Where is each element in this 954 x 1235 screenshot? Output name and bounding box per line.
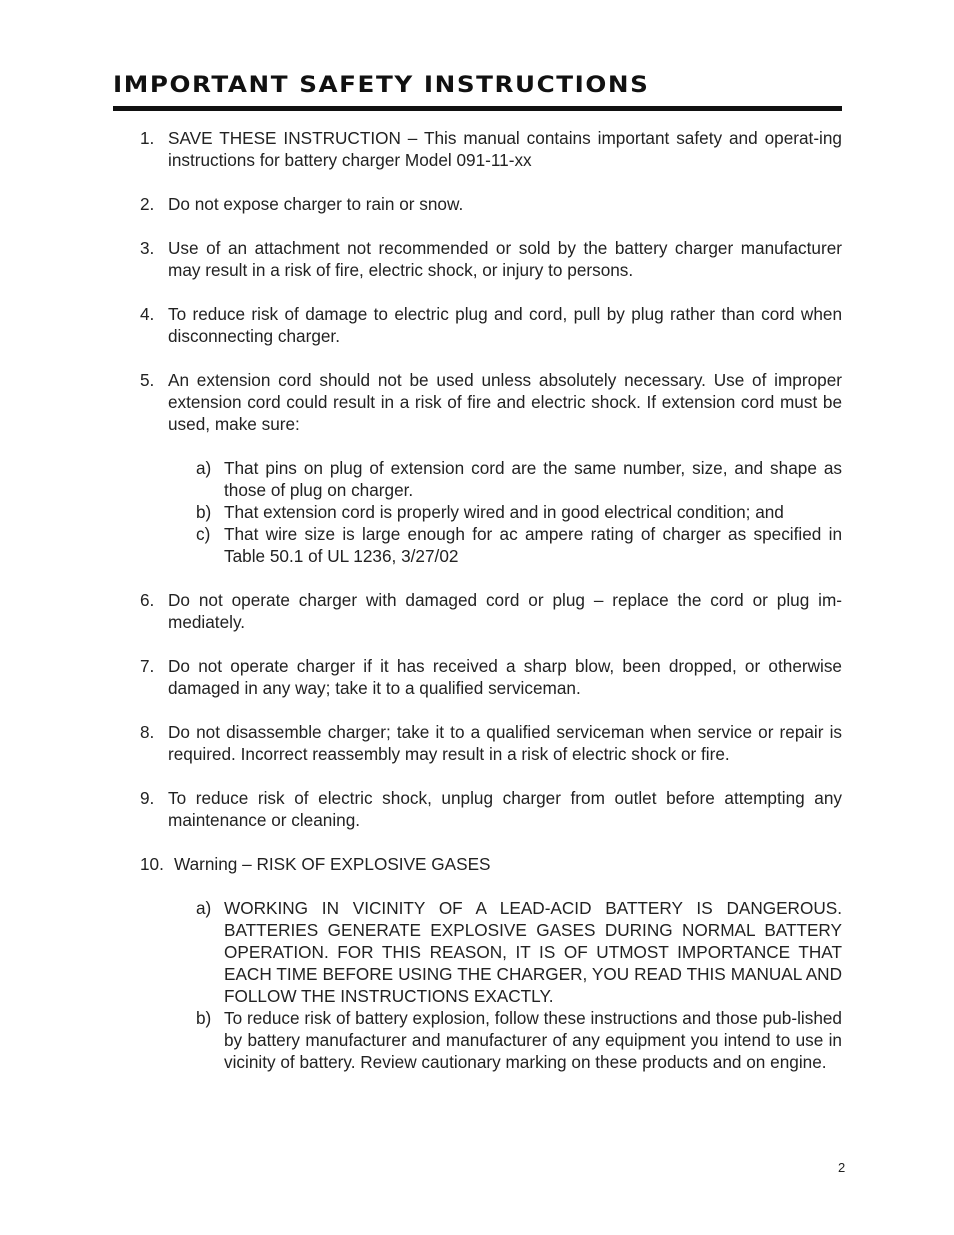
item-number: 1.	[140, 128, 155, 148]
item-text: Do not disassemble charger; take it to a qualified serviceman when service or repair is required. Incorrect reassembly may result in a risk of electric shock or fire.	[168, 722, 842, 764]
item-number: 8.	[140, 722, 155, 742]
instruction-list	[140, 127, 842, 1095]
instruction-item-8	[140, 721, 842, 765]
item-text: An extension cord should not be used unless absolutely necessary. Use of improper extension cord could result in a risk of fire and electric shock. If extension cord must be used, make sure:	[168, 370, 842, 434]
instruction-item-7	[140, 655, 842, 699]
item-number: 3.	[140, 238, 155, 258]
item-text: Warning – RISK OF EXPLOSIVE GASES	[174, 854, 491, 874]
sub-item-text: That extension cord is properly wired and in good electrical condition; and	[224, 502, 784, 522]
sub-item-text: That wire size is large enough for ac ampere rating of charger as specified in Table 50.1 of UL 1236, 3/27/02	[224, 524, 842, 566]
item-number: 6.	[140, 590, 155, 610]
sub-item-a	[196, 897, 842, 1007]
sub-item-text: To reduce risk of battery explosion, follow these instructions and those pub-lished by battery manufacturer and manufacturer of any equipment you intend to use in vicinity of battery. Review cautionary marking on these products and on engine.	[224, 1008, 842, 1072]
sub-item-text: That pins on plug of extension cord are the same number, size, and shape as those of plug on charger.	[224, 458, 842, 500]
instruction-item-1	[140, 127, 842, 171]
sub-item-letter: b)	[196, 1008, 212, 1028]
item-number: 4.	[140, 304, 155, 324]
instruction-item-10	[140, 853, 842, 1073]
sub-item-letter: a)	[196, 458, 212, 478]
item-number: 5.	[140, 370, 155, 390]
sub-item-letter: c)	[196, 524, 211, 544]
sub-item-b	[196, 501, 842, 523]
instruction-item-9	[140, 787, 842, 831]
item-text: Do not operate charger with damaged cord or plug – replace the cord or plug im-mediately.	[168, 590, 842, 632]
item-number: 2.	[140, 194, 155, 214]
sub-list	[196, 457, 842, 567]
item-text: Use of an attachment not recommended or sold by the battery charger manufacturer may result in a risk of fire, electric shock, or injury to persons.	[168, 238, 842, 280]
item-number: 9.	[140, 788, 155, 808]
instruction-item-4	[140, 303, 842, 347]
instruction-item-6	[140, 589, 842, 633]
sub-item-a	[196, 457, 842, 501]
item-text: SAVE THESE INSTRUCTION – This manual contains important safety and operat-ing instructions for battery charger Model 091-11-xx	[168, 128, 842, 170]
item-text: Do not expose charger to rain or snow.	[168, 194, 464, 214]
instruction-item-5	[140, 369, 842, 567]
instruction-item-3	[140, 237, 842, 281]
sub-item-b	[196, 1007, 842, 1073]
instruction-item-2	[140, 193, 842, 215]
sub-item-text: WORKING IN VICINITY OF A LEAD-ACID BATTERY IS DANGEROUS. BATTERIES GENERATE EXPLOSIVE GASES DURING NORMAL BATTERY OPERATION. FOR THIS REASON, IT IS OF UTMOST IMPORTANCE THAT EACH TIME BEFORE USING THE CHARGER, YOU READ THIS MANUAL AND FOLLOW THE INSTRUCTIONS EXACTLY.	[224, 898, 842, 1006]
item-number: 10.	[140, 854, 164, 874]
page-number: 2	[838, 1160, 846, 1175]
heading-rule	[113, 106, 842, 111]
sub-item-letter: b)	[196, 502, 212, 522]
sub-item-c	[196, 523, 842, 567]
item-text: Do not operate charger if it has received a sharp blow, been dropped, or otherwise damaged in any way; take it to a qualified serviceman.	[168, 656, 842, 698]
item-number: 7.	[140, 656, 155, 676]
sub-item-letter: a)	[196, 898, 212, 918]
sub-list	[196, 897, 842, 1073]
item-text: To reduce risk of damage to electric plug and cord, pull by plug rather than cord when disconnecting charger.	[168, 304, 842, 346]
page-heading: IMPORTANT SAFETY INSTRUCTIONS	[113, 73, 650, 98]
item-text: To reduce risk of electric shock, unplug charger from outlet before attempting any maintenance or cleaning.	[168, 788, 842, 830]
